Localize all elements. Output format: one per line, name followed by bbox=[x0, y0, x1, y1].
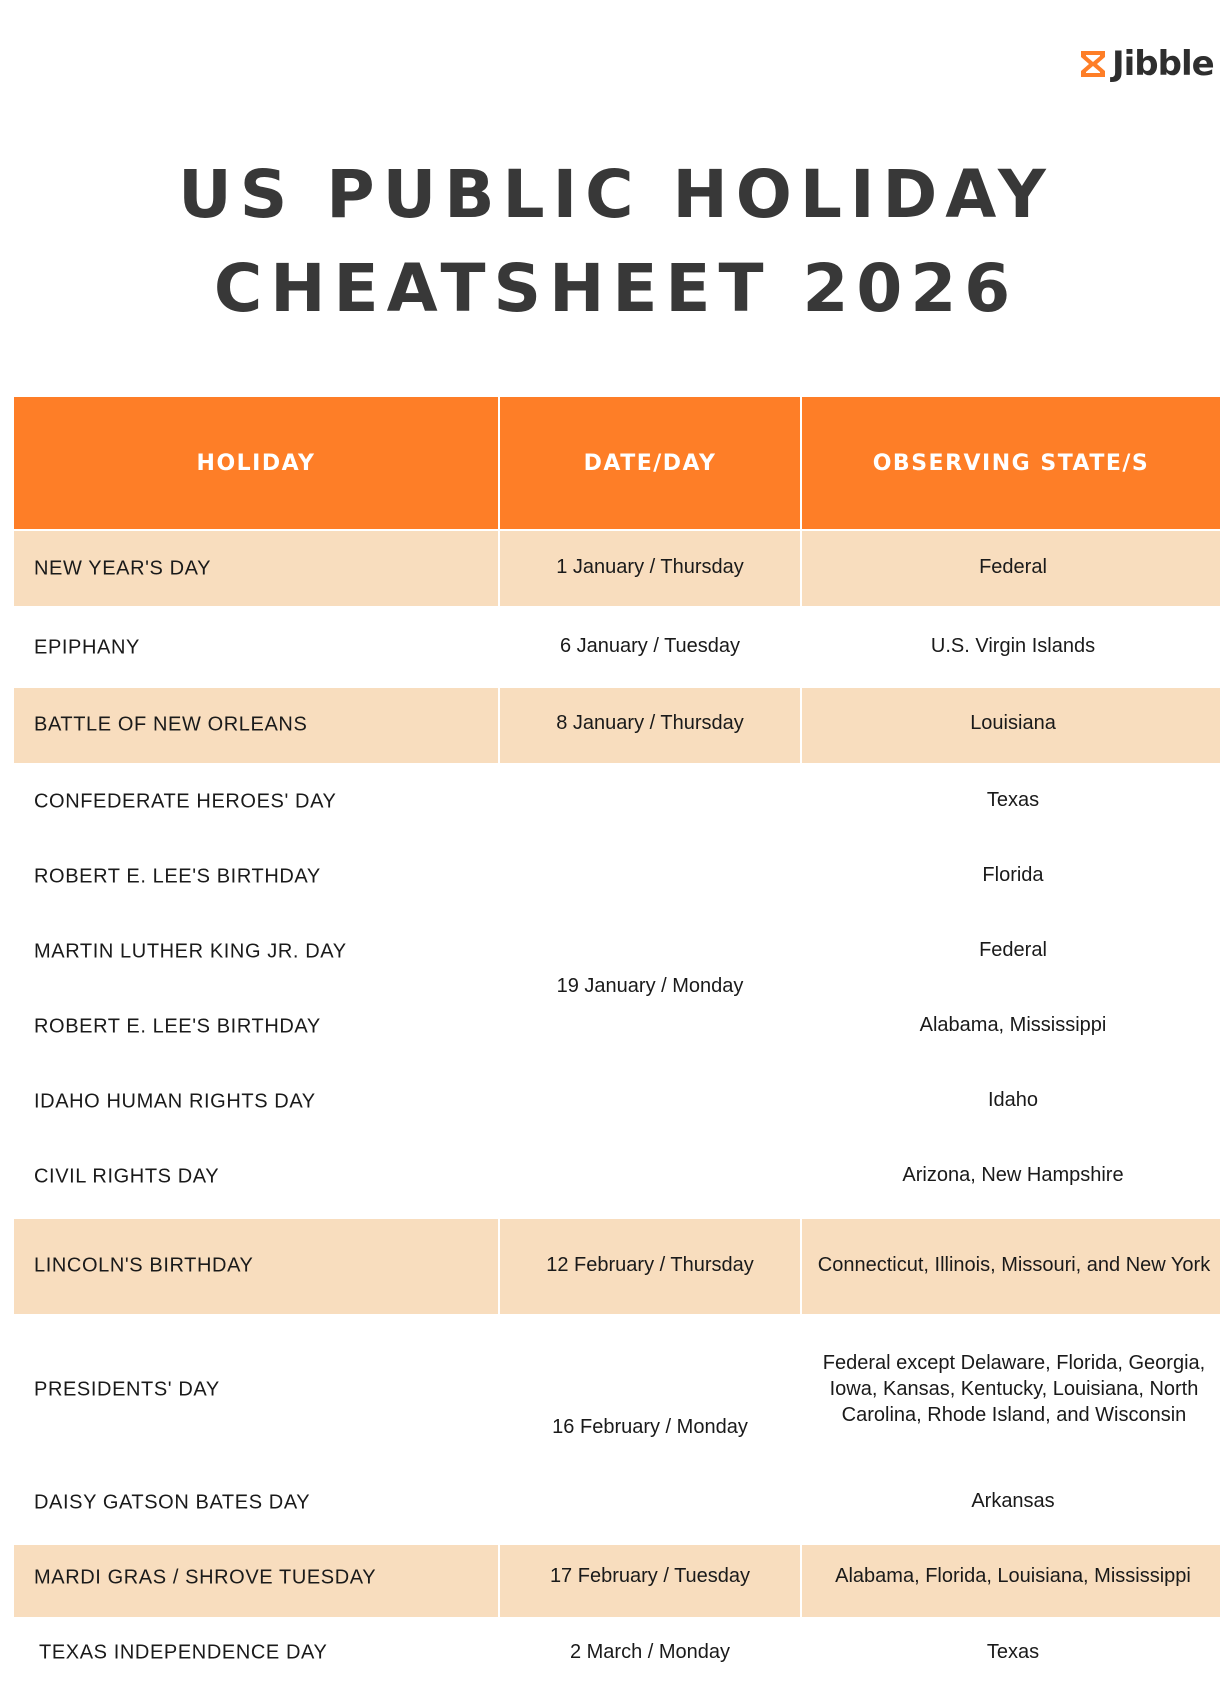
observing-states: Alabama, Florida, Louisiana, Mississippi bbox=[835, 1565, 1191, 1587]
observing-states: Arkansas bbox=[971, 1490, 1055, 1512]
holiday-date: 19 January / Monday bbox=[556, 975, 744, 997]
holiday-name: LINCOLN'S BIRTHDAY bbox=[34, 1254, 254, 1277]
holiday-date: 8 January / Thursday bbox=[556, 712, 744, 734]
holiday-name: CONFEDERATE HEROES' DAY bbox=[34, 790, 337, 813]
header-holiday: HOLIDAY bbox=[14, 397, 498, 529]
observing-states: Florida bbox=[982, 864, 1044, 886]
title-line-2: CHEATSHEET 2026 bbox=[213, 250, 1019, 327]
observing-states: Federal bbox=[979, 556, 1047, 578]
holiday-date: 12 February / Thursday bbox=[546, 1254, 754, 1276]
holiday-name: MARDI GRAS / SHROVE TUESDAY bbox=[34, 1566, 377, 1589]
jibble-logo bbox=[1078, 44, 1214, 84]
holiday-date: 16 February / Monday bbox=[552, 1416, 748, 1438]
holiday-date: 17 February / Tuesday bbox=[549, 1565, 751, 1587]
holiday-name: ROBERT E. LEE'S BIRTHDAY bbox=[34, 1015, 321, 1038]
logo-text: Jibble bbox=[1112, 44, 1214, 84]
observing-states: Texas bbox=[986, 789, 1040, 811]
holiday-name: IDAHO HUMAN RIGHTS DAY bbox=[34, 1090, 316, 1113]
observing-states: Connecticut, Illinois, Missouri, and New York bbox=[817, 1254, 1211, 1276]
holiday-name: PRESIDENTS' DAY bbox=[34, 1378, 220, 1401]
header-date: DATE/DAY bbox=[500, 397, 800, 529]
holiday-date: 1 January / Thursday bbox=[556, 556, 744, 578]
observing-states: Arizona, New Hampshire bbox=[902, 1164, 1124, 1186]
observing-states: Louisiana bbox=[970, 712, 1056, 734]
holiday-name: ROBERT E. LEE'S BIRTHDAY bbox=[34, 865, 321, 888]
holiday-name: EPIPHANY bbox=[34, 636, 140, 659]
holiday-name: BATTLE OF NEW ORLEANS bbox=[34, 713, 308, 736]
observing-states: Texas bbox=[986, 1641, 1040, 1663]
holiday-date: 6 January / Tuesday bbox=[559, 635, 741, 657]
page-title bbox=[0, 148, 1232, 336]
observing-states: Federal bbox=[979, 939, 1047, 961]
observing-states: Idaho bbox=[987, 1089, 1039, 1111]
holiday-name: MARTIN LUTHER KING JR. DAY bbox=[34, 940, 347, 963]
observing-states: Federal except Delaware, Florida, Georgia, Iowa, Kansas, Kentucky, Louisiana, North Carolina, Rhode Island, and Wisconsin bbox=[822, 1352, 1206, 1426]
observing-states: Alabama, Mississippi bbox=[919, 1014, 1107, 1036]
observing-states: U.S. Virgin Islands bbox=[930, 635, 1096, 657]
holiday-name: CIVIL RIGHTS DAY bbox=[34, 1165, 220, 1188]
title-line-1: US PUBLIC HOLIDAY bbox=[178, 156, 1054, 233]
holiday-name: DAISY GATSON BATES DAY bbox=[34, 1491, 311, 1514]
hourglass-icon bbox=[1078, 49, 1108, 79]
holiday-name: TEXAS INDEPENDENCE DAY bbox=[39, 1641, 328, 1664]
header-states: OBSERVING STATE/S bbox=[802, 397, 1220, 529]
holiday-name: NEW YEAR'S DAY bbox=[34, 557, 212, 580]
holiday-date: 2 March / Monday bbox=[569, 1641, 731, 1663]
